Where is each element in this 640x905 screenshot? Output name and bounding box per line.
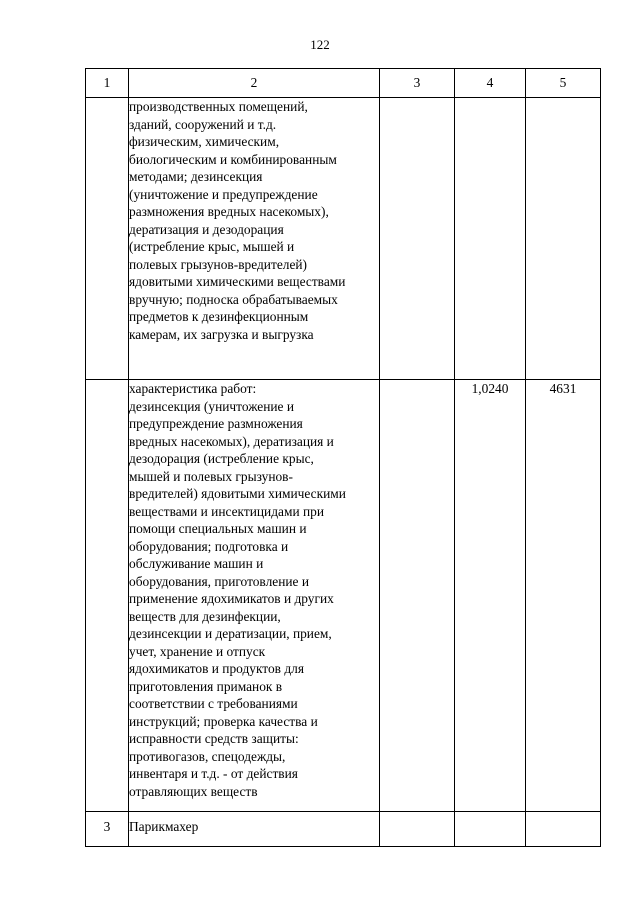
description-line: размножения вредных насекомых), — [129, 204, 329, 219]
coefficient-value — [455, 98, 526, 380]
description-line: биологическим и комбинированным — [129, 151, 337, 167]
column-3-value — [380, 98, 455, 380]
description-line: (уничтожение и предупреждение — [129, 186, 318, 202]
description-line: инвентаря и т.д. - от действия — [129, 766, 298, 781]
column-3-value — [380, 812, 455, 847]
description-line: исправности средств защиты: — [129, 731, 299, 746]
rates-table — [85, 68, 601, 847]
description-line: вредных насекомых), дератизация и — [129, 433, 334, 449]
description-line: соответствии с требованиями — [129, 696, 298, 711]
table-header-row — [86, 69, 601, 98]
description-line: приготовления приманок в — [129, 678, 283, 694]
table-row — [86, 380, 601, 812]
description-line: веществ для дезинфекции, — [129, 608, 281, 624]
row-number — [86, 98, 129, 380]
description-line: (истребление крыс, мышей и — [129, 239, 295, 254]
description-line: физическим, химическим, — [129, 134, 280, 149]
work-description — [129, 812, 380, 847]
description-line: предупреждение размножения — [129, 416, 303, 431]
coefficient-value: 1,0240 — [455, 380, 526, 812]
salary-value — [526, 812, 601, 847]
coefficient-value — [455, 812, 526, 847]
description-line: производственных помещений, — [129, 99, 308, 114]
description-line: мышей и полевых грызунов- — [129, 468, 293, 484]
table-row — [86, 98, 601, 380]
page-number: 122 — [310, 37, 330, 52]
description-line: вредителей) ядовитыми химическими — [129, 486, 346, 501]
description-line: зданий, сооружений и т.д. — [129, 116, 277, 132]
description-line: оборудования, приготовление и — [129, 573, 309, 589]
column-header-5: 5 — [526, 69, 601, 98]
description-line: ядовитыми химическими веществами — [129, 274, 346, 289]
column-header-4: 4 — [455, 69, 526, 98]
table-row — [86, 812, 601, 847]
work-description — [129, 380, 380, 812]
row-number — [86, 380, 129, 812]
description-line: дезинсекция (уничтожение и — [129, 398, 295, 414]
description-line: инструкций; проверка качества и — [129, 713, 318, 729]
salary-value: 4631 — [526, 380, 601, 812]
description-line: полевых грызунов-вредителей) — [129, 256, 308, 272]
description-line: методами; дезинсекция — [129, 169, 263, 184]
column-3-value — [380, 380, 455, 812]
description-line: веществами и инсектицидами при — [129, 503, 324, 519]
description-line: обслуживание машин и — [129, 556, 264, 571]
description-line: камерам, их загрузка и выгрузка — [129, 326, 314, 342]
row-number: 3 — [86, 812, 129, 847]
description-line: дератизация и дезодорация — [129, 221, 284, 237]
description-line: ядохимикатов и продуктов для — [129, 661, 304, 676]
column-header-1: 1 — [86, 69, 129, 98]
description-line: вручную; подноска обрабатываемых — [129, 291, 338, 307]
description-line: дезодорация (истребление крыс, — [129, 451, 314, 466]
description-line: противогазов, спецодежды, — [129, 748, 286, 764]
description-line: оборудования; подготовка и — [129, 538, 289, 554]
description-line: помощи специальных машин и — [129, 521, 307, 536]
description-line: учет, хранение и отпуск — [129, 643, 266, 659]
description-line: предметов к дезинфекционным — [129, 309, 309, 324]
description-line: характеристика работ: — [129, 381, 257, 396]
description-line: дезинсекции и дератизации, прием, — [129, 626, 332, 641]
salary-value — [526, 98, 601, 380]
work-description — [129, 98, 380, 380]
column-header-3: 3 — [380, 69, 455, 98]
description-line: Парикмахер — [129, 819, 199, 834]
description-line: отравляющих веществ — [129, 783, 258, 799]
column-header-2: 2 — [129, 69, 380, 98]
description-line: применение ядохимикатов и других — [129, 591, 334, 606]
